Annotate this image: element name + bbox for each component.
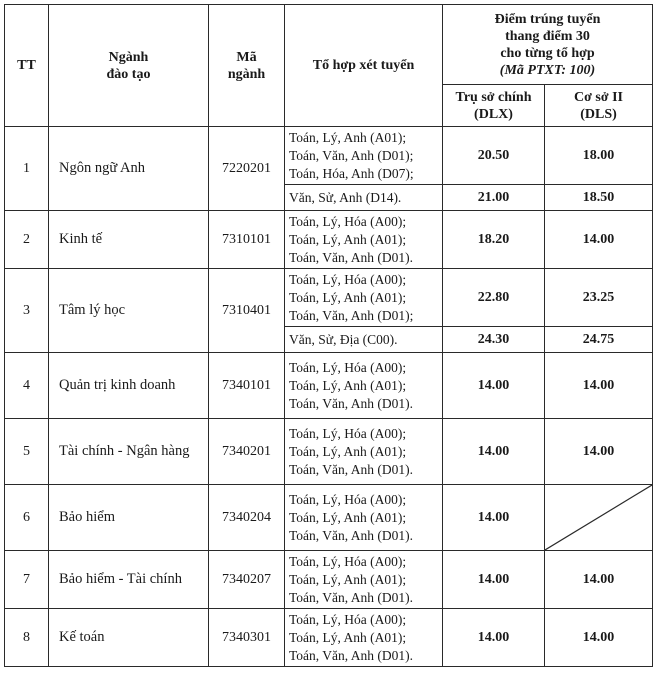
combo-line: Toán, Lý, Hóa (A00); bbox=[289, 213, 407, 229]
combo-line: Toán, Lý, Anh (A01); bbox=[289, 629, 407, 645]
row-major: Ngôn ngữ Anh bbox=[49, 127, 209, 211]
combo-line: Toán, Lý, Hóa (A00); bbox=[289, 425, 407, 441]
combo-line: Toán, Lý, Hóa (A00); bbox=[289, 553, 407, 569]
score-dls: 18.00 bbox=[545, 127, 653, 185]
combo-line: Toán, Lý, Anh (A01); bbox=[289, 571, 407, 587]
combo-line: Toán, Văn, Anh (D01); bbox=[289, 147, 414, 163]
admission-scores-table bbox=[4, 4, 653, 667]
score-dls: 14.00 bbox=[545, 211, 653, 269]
row-combos bbox=[285, 327, 443, 353]
header-score: Điểm trúng tuyển thang điểm 30 cho từng tổ hợp (Mã PTXT: 100) bbox=[443, 5, 653, 85]
combo-line: Toán, Văn, Anh (D01). bbox=[289, 395, 414, 411]
row-tt: 5 bbox=[5, 419, 49, 485]
combo-line: Toán, Lý, Anh (A01); bbox=[289, 377, 407, 393]
score-dlx: 20.50 bbox=[443, 127, 545, 185]
score-dls: 18.50 bbox=[545, 185, 653, 211]
combo-line: Toán, Văn, Anh (D01). bbox=[289, 647, 414, 663]
row-code: 7310401 bbox=[209, 269, 285, 353]
combo-line: Toán, Lý, Anh (A01); bbox=[289, 443, 407, 459]
score-dlx: 14.00 bbox=[443, 419, 545, 485]
combo-line: Toán, Văn, Anh (D01). bbox=[289, 589, 414, 605]
combo-line: Toán, Hóa, Anh (D07); bbox=[289, 165, 414, 181]
combo-line: Toán, Lý, Hóa (A00); bbox=[289, 611, 407, 627]
row-major: Bảo hiểm bbox=[49, 485, 209, 551]
table-row bbox=[5, 419, 653, 485]
combo-line: Toán, Lý, Anh (A01); bbox=[289, 129, 407, 145]
header-combo: Tổ hợp xét tuyển bbox=[285, 5, 443, 127]
table-row bbox=[5, 609, 653, 667]
header-tt: TT bbox=[5, 5, 49, 127]
score-dlx: 18.20 bbox=[443, 211, 545, 269]
table-row bbox=[5, 127, 653, 185]
row-combos bbox=[285, 269, 443, 327]
row-combos bbox=[285, 185, 443, 211]
combo-line: Toán, Văn, Anh (D01). bbox=[289, 249, 414, 265]
row-major: Tâm lý học bbox=[49, 269, 209, 353]
header-code: Mã ngành bbox=[209, 5, 285, 127]
score-dls: 23.25 bbox=[545, 269, 653, 327]
score-dlx: 14.00 bbox=[443, 353, 545, 419]
combo-line: Toán, Lý, Hóa (A00); bbox=[289, 491, 407, 507]
combo-line: Toán, Văn, Anh (D01). bbox=[289, 527, 414, 543]
row-tt: 6 bbox=[5, 485, 49, 551]
row-major: Kinh tế bbox=[49, 211, 209, 269]
row-combos bbox=[285, 419, 443, 485]
combo-line: Toán, Lý, Anh (A01); bbox=[289, 231, 407, 247]
score-dlx: 14.00 bbox=[443, 485, 545, 551]
score-dls: 14.00 bbox=[545, 551, 653, 609]
row-code: 7340301 bbox=[209, 609, 285, 667]
table-row bbox=[5, 269, 653, 327]
row-tt: 3 bbox=[5, 269, 49, 353]
row-code: 7340207 bbox=[209, 551, 285, 609]
row-major: Quản trị kinh doanh bbox=[49, 353, 209, 419]
row-tt: 8 bbox=[5, 609, 49, 667]
score-dlx: 14.00 bbox=[443, 609, 545, 667]
table-row bbox=[5, 551, 653, 609]
combo-line: Văn, Sử, Anh (D14). bbox=[289, 189, 402, 205]
row-tt: 2 bbox=[5, 211, 49, 269]
score-dlx: 21.00 bbox=[443, 185, 545, 211]
row-code: 7340204 bbox=[209, 485, 285, 551]
table-row bbox=[5, 485, 653, 551]
combo-line: Toán, Văn, Anh (D01); bbox=[289, 307, 414, 323]
row-code: 7340201 bbox=[209, 419, 285, 485]
score-dls: 14.00 bbox=[545, 419, 653, 485]
row-code: 7310101 bbox=[209, 211, 285, 269]
row-combos bbox=[285, 353, 443, 419]
combo-line: Toán, Lý, Hóa (A00); bbox=[289, 359, 407, 375]
row-code: 7220201 bbox=[209, 127, 285, 211]
row-major: Kế toán bbox=[49, 609, 209, 667]
combo-line: Toán, Lý, Hóa (A00); bbox=[289, 271, 407, 287]
row-tt: 1 bbox=[5, 127, 49, 211]
combo-line: Toán, Văn, Anh (D01). bbox=[289, 461, 414, 477]
score-dls: 14.00 bbox=[545, 353, 653, 419]
score-dlx: 24.30 bbox=[443, 327, 545, 353]
combo-line: Văn, Sử, Địa (C00). bbox=[289, 331, 398, 347]
header-major: Ngành đào tạo bbox=[49, 5, 209, 127]
row-tt: 7 bbox=[5, 551, 49, 609]
row-combos bbox=[285, 551, 443, 609]
row-combos bbox=[285, 609, 443, 667]
score-dlx: 22.80 bbox=[443, 269, 545, 327]
header-campus-dls: Cơ sở II (DLS) bbox=[545, 85, 653, 127]
header-campus-dlx: Trụ sở chính (DLX) bbox=[443, 85, 545, 127]
row-combos bbox=[285, 485, 443, 551]
row-combos bbox=[285, 127, 443, 185]
table-row bbox=[5, 353, 653, 419]
combo-line: Toán, Lý, Anh (A01); bbox=[289, 289, 407, 305]
row-major: Tài chính - Ngân hàng bbox=[49, 419, 209, 485]
row-major: Bảo hiểm - Tài chính bbox=[49, 551, 209, 609]
combo-line: Toán, Lý, Anh (A01); bbox=[289, 509, 407, 525]
row-combos bbox=[285, 211, 443, 269]
row-tt: 4 bbox=[5, 353, 49, 419]
score-dlx: 14.00 bbox=[443, 551, 545, 609]
table-row bbox=[5, 211, 653, 269]
row-code: 7340101 bbox=[209, 353, 285, 419]
score-dls: 14.00 bbox=[545, 609, 653, 667]
score-dls: 24.75 bbox=[545, 327, 653, 353]
score-dls-na bbox=[545, 485, 653, 551]
